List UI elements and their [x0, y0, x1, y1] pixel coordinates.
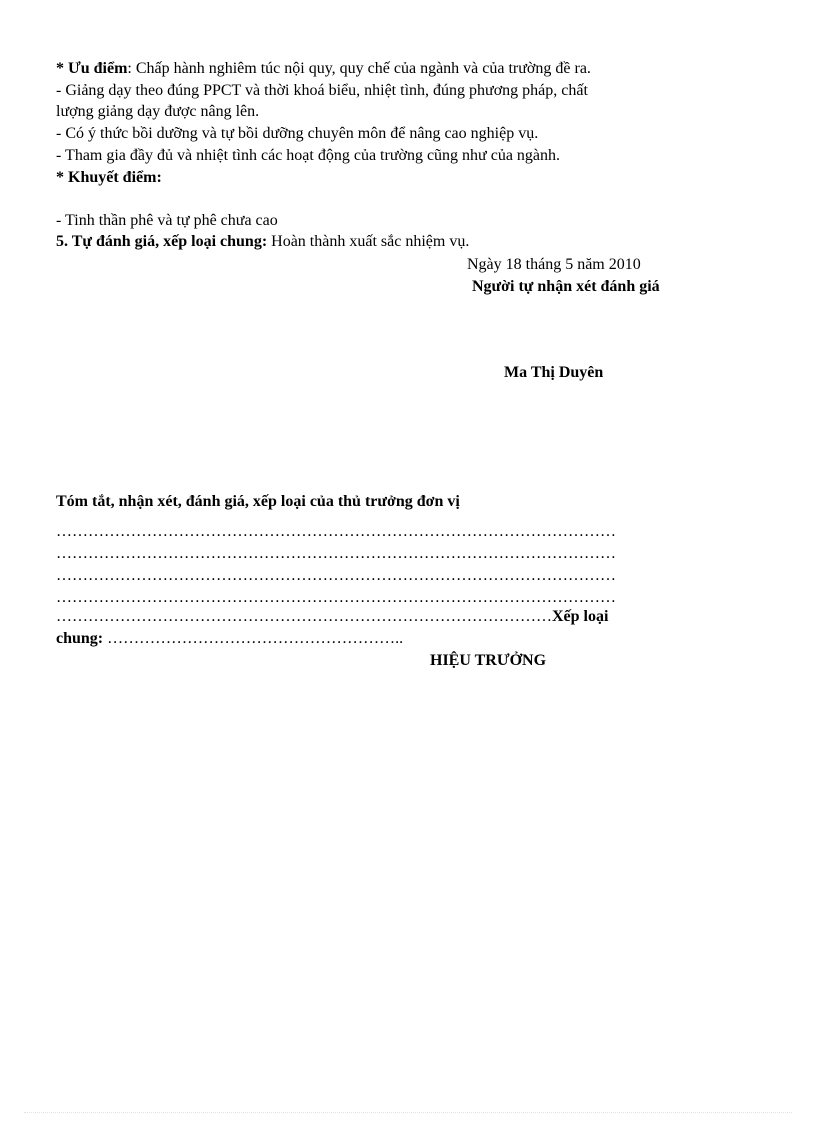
rating-label-part1: Xếp loại: [552, 608, 609, 625]
rating-dots: ………………………………………………..: [103, 630, 404, 647]
rating-line-1: [56, 607, 608, 627]
strengths-label: * Ưu điểm: [56, 60, 128, 77]
weaknesses-label: * Khuyết điểm:: [56, 169, 162, 186]
rating-label-part2: chung:: [56, 630, 104, 647]
strengths-line: [56, 59, 591, 79]
overall-label: 5. Tự đánh giá, xếp loại chung:: [56, 233, 268, 250]
dotted-line-3: ……………………………………………………………………………………………: [56, 567, 616, 584]
principal-section-heading: Tóm tắt, nhận xét, đánh giá, xếp loại của thủ trưởng đơn vị: [56, 493, 460, 510]
self-study-line: - Có ý thức bồi dưỡng và tự bồi dưỡng chuyên môn để nâng cao nghiệp vụ.: [56, 125, 539, 142]
strengths-text: : Chấp hành nghiêm túc nội quy, quy chế của ngành và của trường đề ra.: [127, 60, 591, 77]
dotted-line-5: …………………………………………………………………………………: [56, 608, 552, 625]
signature-role: Người tự nhận xét đánh giá: [472, 278, 660, 295]
dotted-line-2: ……………………………………………………………………………………………: [56, 545, 616, 562]
activities-line: - Tham gia đầy đủ và nhiệt tình các hoạt động của trường cũng như của ngành.: [56, 147, 561, 164]
dotted-line-4: ……………………………………………………………………………………………: [56, 589, 616, 606]
overall-assessment-line: [56, 232, 469, 252]
dotted-line-1: ……………………………………………………………………………………………: [56, 523, 616, 540]
rating-line-2: [56, 629, 403, 649]
signer-name: Ma Thị Duyên: [504, 364, 604, 381]
teaching-line-1: - Giảng dạy theo đúng PPCT và thời khoá biểu, nhiệt tình, đúng phương pháp, chất: [56, 82, 588, 99]
principal-title: HIỆU TRƯỞNG: [430, 652, 547, 669]
overall-text: Hoàn thành xuất sắc nhiệm vụ.: [267, 233, 470, 250]
weakness-item: - Tinh thần phê và tự phê chưa cao: [56, 212, 278, 229]
signature-date: Ngày 18 tháng 5 năm 2010: [467, 256, 641, 273]
teaching-line-2: lượng giảng dạy được nâng lên.: [56, 103, 260, 120]
page-bottom-rule: [24, 1112, 792, 1113]
